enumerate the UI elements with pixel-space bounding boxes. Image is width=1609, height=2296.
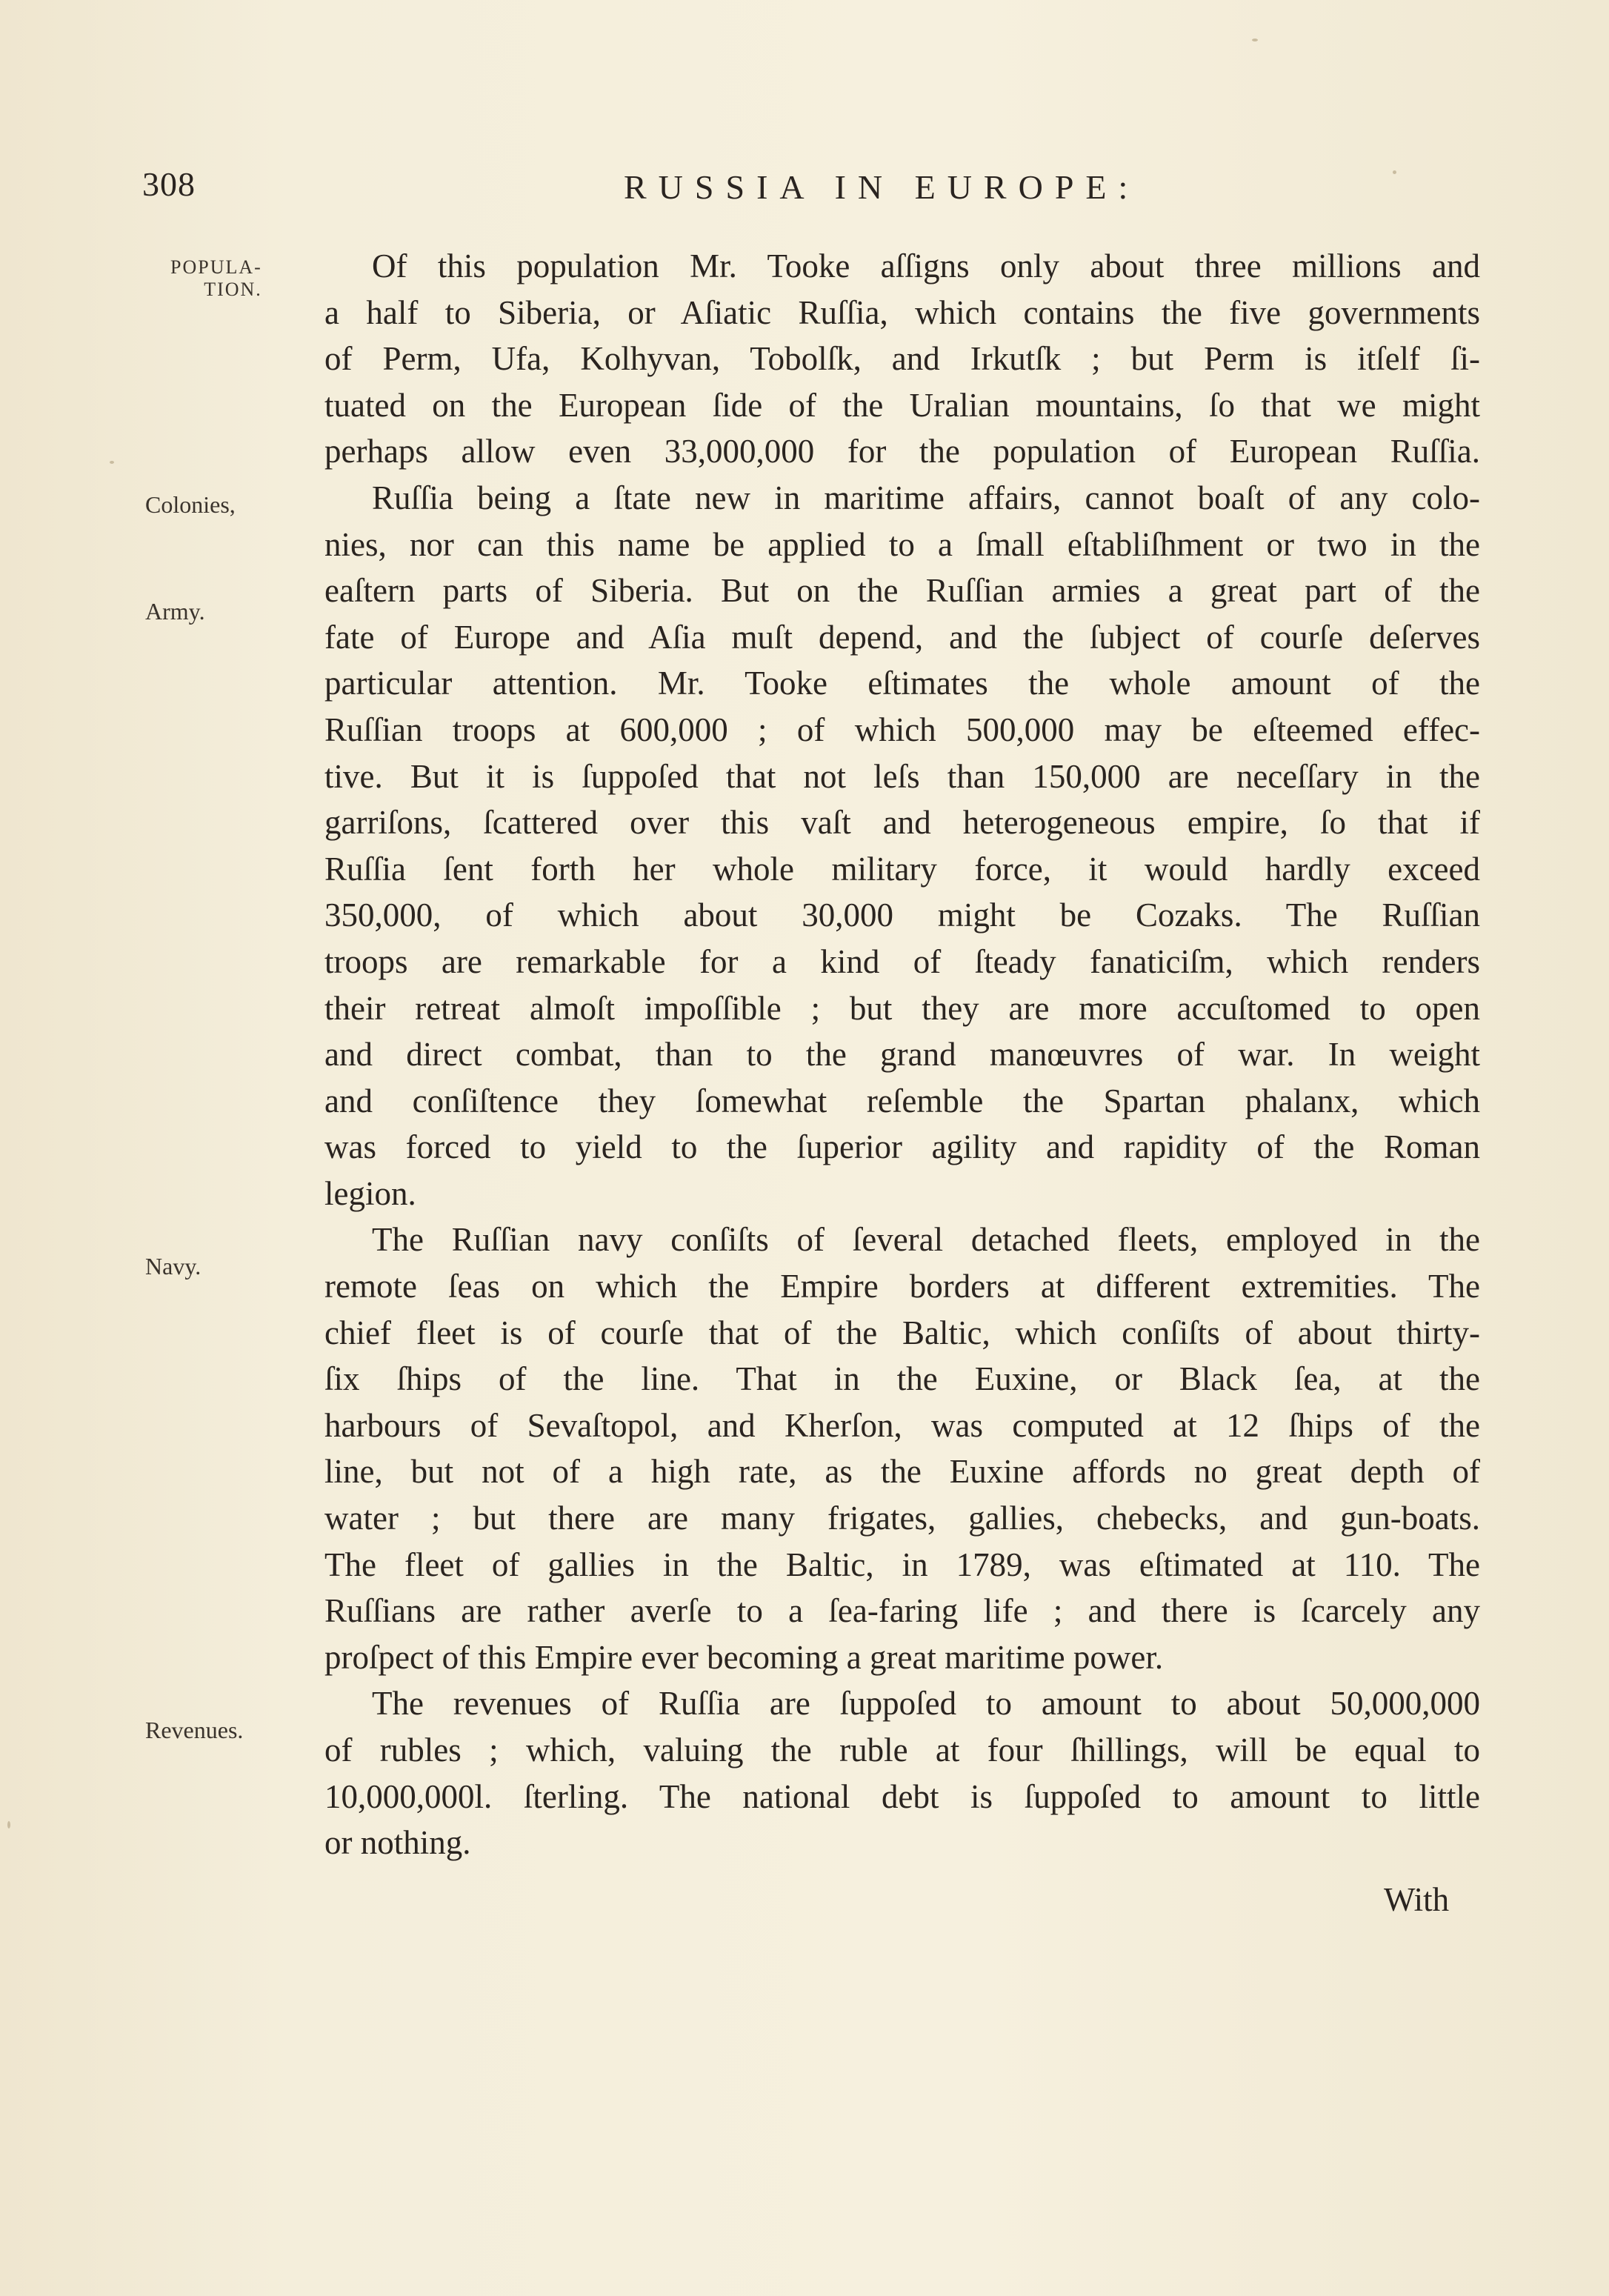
paper-speck <box>1252 39 1258 41</box>
text-line: perhaps allow even 33,000,000 for the population of European Ruſſia. <box>324 433 1480 470</box>
text-line: water ; but there are many frigates, gallies, chebecks, and gun-boats. <box>324 1500 1480 1537</box>
margin-note-population-line: TION. <box>204 279 262 300</box>
text-line: eaſtern parts of Siberia. But on the Ruſſian armies a great part of the <box>324 572 1480 610</box>
text-line: tuated on the European ſide of the Uralian mountains, ſo that we might <box>324 386 1480 424</box>
catchword: With <box>1384 1881 1450 1918</box>
text-line: remote ſeas on which the Empire borders at different extremities. The <box>324 1268 1480 1305</box>
text-line: tive. But it is ſuppoſed that not leſs than 150,000 are neceſſary in the <box>324 757 1480 795</box>
text-line: Ruſſia ſent forth her whole military force, it would hardly exceed <box>324 850 1480 888</box>
margin-note-population-line: POPULA- <box>170 256 262 278</box>
text-line: and direct combat, than to the grand manœuvres of war. In weight <box>324 1036 1480 1074</box>
paper-speck <box>7 1821 10 1829</box>
text-line: and conſiſtence they ſomewhat reſemble the Spartan phalanx, which <box>324 1082 1480 1119</box>
text-line: of rubles ; which, valuing the ruble at four ſhillings, will be equal to <box>324 1731 1480 1768</box>
page-number: 308 <box>142 165 196 203</box>
text-line: 350,000, of which about 30,000 might be Cozaks. The Ruſſian <box>324 896 1480 934</box>
text-line: Ruſſians are rather averſe to a ſea-faring life ; and there is ſcarcely any <box>324 1592 1480 1630</box>
text-line: nies, nor can this name be applied to a ſmall eſtabliſhment or two in the <box>324 525 1480 563</box>
text-line: proſpect of this Empire ever becoming a great maritime power. <box>324 1638 1164 1676</box>
text-line: a half to Siberia, or Aſiatic Ruſſia, which contains the five governments <box>324 293 1480 331</box>
margin-note-colonies: Colonies, <box>145 491 236 518</box>
text-line: harbours of Sevaſtopol, and Kherſon, was computed at 12 ſhips of the <box>324 1406 1480 1444</box>
paper-speck <box>1393 170 1396 174</box>
text-line: The Ruſſian navy conſiſts of ſeveral detached fleets, employed in the <box>372 1221 1480 1259</box>
text-line: fate of Europe and Aſia muſt depend, and the ſubject of courſe deſerves <box>324 618 1480 656</box>
text-line: The fleet of gallies in the Baltic, in 1789, was eſtimated at 110. The <box>324 1545 1480 1583</box>
text-line: legion. <box>324 1174 416 1212</box>
text-line: particular attention. Mr. Tooke eſtimates the whole amount of the <box>324 665 1480 702</box>
text-line: Ruſſia being a ſtate new in maritime affairs, cannot boaſt of any colo- <box>372 479 1480 516</box>
text-line: garriſons, ſcattered over this vaſt and heterogeneous empire, ſo that if <box>324 804 1480 842</box>
text-line: 10,000,000l. ſterling. The national debt is ſuppoſed to amount to little <box>324 1777 1480 1815</box>
text-line: or nothing. <box>324 1824 471 1862</box>
paper-speck <box>110 461 114 464</box>
text-line: chief fleet is of courſe that of the Baltic, which conſiſts of about thirty- <box>324 1314 1480 1351</box>
text-line: troops are remarkable for a kind of ſteady fanaticiſm, which renders <box>324 942 1480 980</box>
text-line: The revenues of Ruſſia are ſuppoſed to amount to about 50,000,000 <box>372 1685 1480 1723</box>
text-line: their retreat almoſt impoſſible ; but they are more accuſtomed to open <box>324 989 1480 1027</box>
text-line: was forced to yield to the ſuperior agility and rapidity of the Roman <box>324 1128 1480 1166</box>
body-text <box>324 243 1480 1866</box>
text-line: of Perm, Ufa, Kolhyvan, Tobolſk, and Irkutſk ; but Perm is itſelf ſi- <box>324 340 1480 378</box>
text-line: Of this population Mr. Tooke aſſigns only about three millions and <box>372 247 1480 284</box>
text-line: line, but not of a high rate, as the Euxine affords no great depth of <box>324 1453 1480 1491</box>
margin-note-population <box>170 256 262 301</box>
margin-note-army: Army. <box>145 598 205 625</box>
running-head: RUSSIA IN EUROPE: <box>624 168 1140 206</box>
text-line: ſix ſhips of the line. That in the Euxine, or Black ſea, at the <box>324 1360 1480 1398</box>
margin-note-navy: Navy. <box>145 1253 201 1280</box>
margin-note-revenues: Revenues. <box>145 1717 244 1743</box>
text-line: Ruſſian troops at 600,000 ; of which 500,000 may be eſteemed effec- <box>324 711 1480 748</box>
